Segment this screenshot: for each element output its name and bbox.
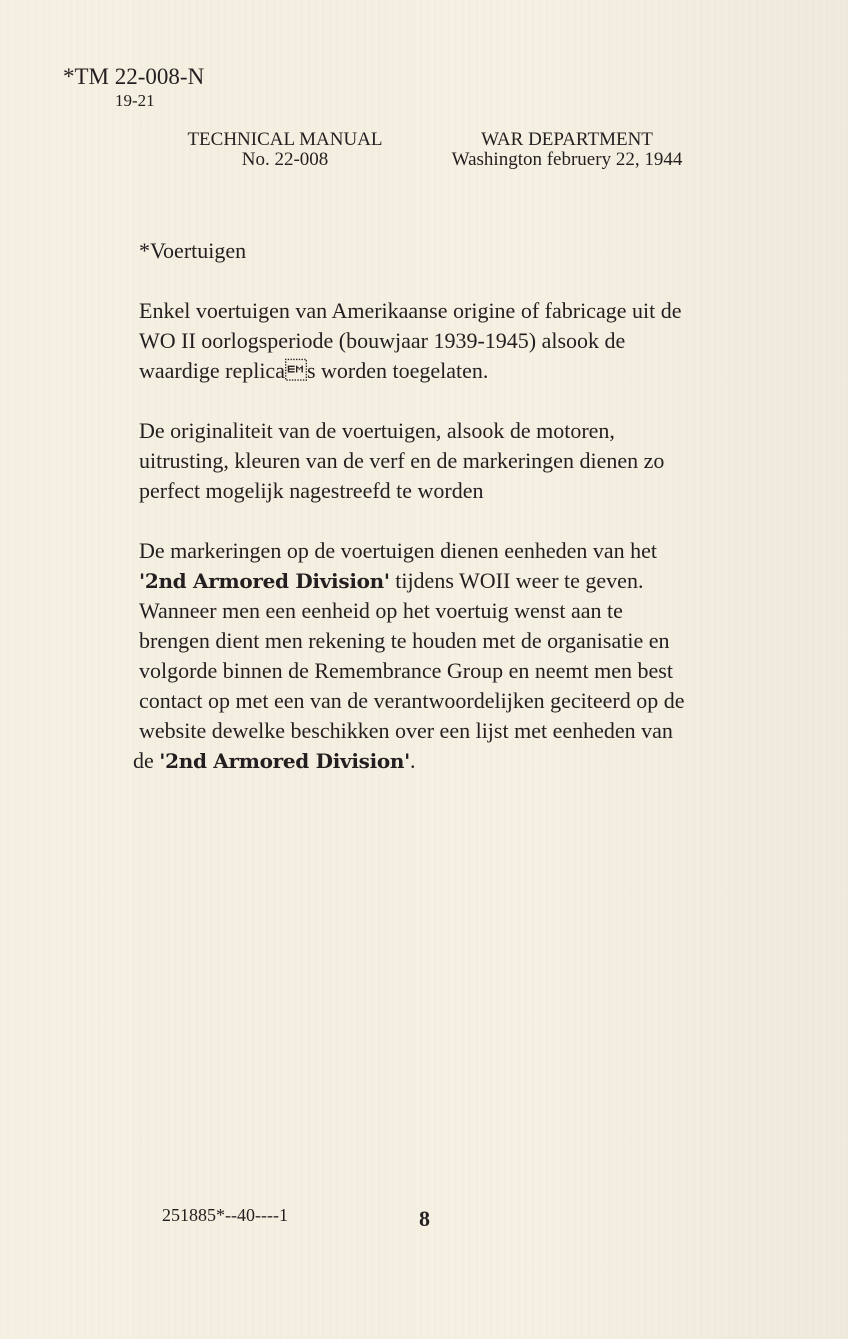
paragraph-1 xyxy=(139,296,779,386)
paragraph-line: waardige replicas worden toegelaten. xyxy=(139,358,489,383)
location-date: Washington februery 22, 1944 xyxy=(451,149,683,170)
war-department-title: WAR DEPARTMENT xyxy=(481,129,653,150)
technical-manual-number: No. 22-008 xyxy=(241,149,329,170)
paragraph-3 xyxy=(133,536,779,776)
paragraph-line: Enkel voertuigen van Amerikaanse origine of fabricage uit de xyxy=(139,298,682,323)
tm-code: *TM 22-008-N xyxy=(63,64,205,89)
paragraph-2 xyxy=(139,416,779,506)
paragraph-line: volgorde binnen de Remembrance Group en neemt men best xyxy=(139,658,673,683)
section-title: *Voertuigen xyxy=(139,238,247,263)
paragraph-line: contact op met een van de verantwoordelijken geciteerd op de xyxy=(139,688,685,713)
page-number: 8 xyxy=(419,1206,430,1231)
paragraph-line: De markeringen op de voertuigen dienen eenheden van het xyxy=(139,538,658,563)
paragraph-line: perfect mogelijk nagestreefd te worden xyxy=(139,478,484,503)
paragraph-line: brengen dient men rekening te houden met de organisatie en xyxy=(139,628,670,653)
paragraph-line: website dewelke beschikken over een lijst met eenheden van xyxy=(139,718,673,743)
tm-sub-number: 19-21 xyxy=(115,91,155,110)
technical-manual-title: TECHNICAL MANUAL xyxy=(187,129,383,150)
paragraph-line: De originaliteit van de voertuigen, alsook de motoren, xyxy=(139,418,615,443)
paragraph-line xyxy=(139,566,779,596)
paragraph-line: uitrusting, kleuren van de verf en de markeringen dienen zo xyxy=(139,448,665,473)
paragraph-text: de xyxy=(133,748,160,773)
paragraph-line: WO II oorlogsperiode (bouwjaar 1939-1945) alsook de xyxy=(139,328,626,353)
division-name-bold: '2nd Armored Division' xyxy=(139,569,390,593)
header-war-department xyxy=(432,130,702,170)
paragraph-text: tijdens WOII weer te geven. xyxy=(389,568,644,593)
header-technical-manual xyxy=(175,130,395,170)
paragraph-line xyxy=(133,746,779,776)
paragraph-text: . xyxy=(409,748,416,773)
footer-print-code: 251885*--40----1 xyxy=(162,1205,288,1225)
paragraph-line: Wanneer men een eenheid op het voertuig wenst aan te xyxy=(139,598,623,623)
division-name-bold: '2nd Armored Division' xyxy=(159,749,410,773)
